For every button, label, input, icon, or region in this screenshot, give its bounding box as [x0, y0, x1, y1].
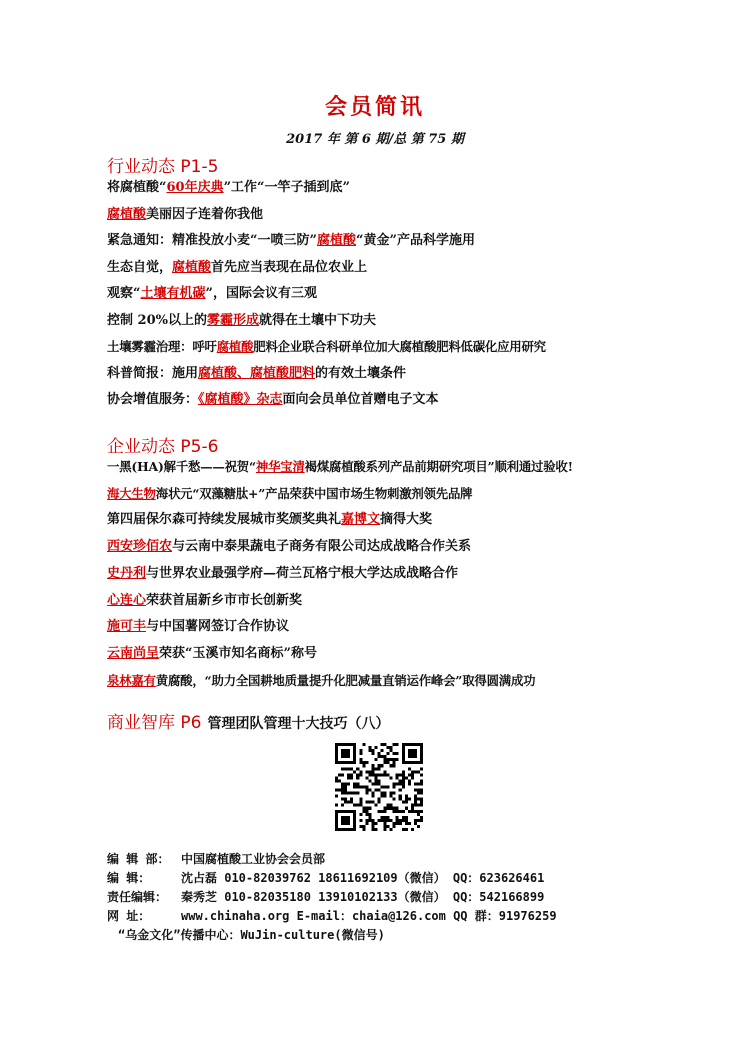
line-text: 黄腐酸，“助力全国耕地质量提升化肥减量直销运作峰会”取得圆满成功 — [155, 672, 536, 688]
line-text: 与世界农业最强学府—荷兰瓦格宁根大学达成战略合作 — [146, 565, 459, 581]
footer-chief-editor: 责任编辑： 秦秀芝 010-82035180 13910102133（微信） QQ：542166899 — [107, 890, 545, 904]
industry-items-line — [107, 390, 439, 410]
footer-editor: 编 辑： 沈占磊 010-82039762 18611692109（微信） QQ：623626461 — [107, 871, 545, 885]
qr-code-icon — [335, 743, 423, 831]
line-text: 与中国薯网签订合作协议 — [146, 619, 290, 635]
industry-items-line — [107, 231, 475, 251]
enterprise-items-line — [107, 484, 472, 504]
business-subtitle: 管理团队管理十大技巧（八） — [207, 716, 390, 732]
enterprise-items-line — [107, 537, 471, 557]
industry-items-line — [107, 311, 376, 331]
line-text: 控制 20%以上的 — [107, 312, 207, 328]
line-text: 首先应当表现在品位农业上 — [211, 259, 368, 275]
industry-items-line — [107, 205, 263, 225]
footer-editorial: 编 辑 部： 中国腐植酸工业协会会员部 — [107, 852, 326, 866]
highlight-link[interactable]: 腐植酸 — [316, 233, 356, 248]
industry-items-line — [107, 364, 406, 384]
line-text: 一黑(HA)解千愁——祝贺“ — [107, 459, 256, 474]
footer-website: 网 址： www.chinaha.org E-mail：chaia@126.com QQ 群：91976259 — [107, 909, 557, 923]
highlight-link[interactable]: 云南尚呈 — [107, 645, 160, 661]
footer-wechat: “乌金文化”传播中心：WuJin-culture(微信号) — [118, 928, 385, 942]
line-text: ”工作“一竿子插到底” — [223, 180, 351, 195]
highlight-link[interactable]: 《腐植酸》杂志 — [198, 392, 283, 407]
line-text: 观察“ — [107, 286, 141, 301]
industry-items-line — [107, 284, 317, 304]
highlight-link[interactable]: 雾霾形成 — [206, 312, 259, 328]
section-business-heading: 商业智库 P6 管理团队管理十大技巧（八） — [107, 713, 390, 733]
line-text: 海状元“双藻糖肽+”产品荣获中国市场生物刺激剂领先品牌 — [155, 485, 473, 501]
line-text: 褐煤腐植酸系列产品前期研究项目”顺利通过验收! — [304, 459, 573, 474]
enterprise-items-line — [107, 671, 535, 691]
line-text: 肥料企业联合科研单位加大腐植酸肥料低碳化应用研究 — [253, 339, 546, 354]
highlight-link[interactable]: 心连心 — [107, 592, 147, 608]
line-text: 生态自觉， — [107, 259, 173, 275]
highlight-link[interactable]: 施可丰 — [107, 619, 147, 635]
enterprise-items-line — [107, 591, 302, 611]
line-text: 摘得大奖 — [380, 512, 433, 528]
line-text: ”，国际会议有三观 — [205, 286, 317, 301]
line-text: 第四届保尔森可持续发展城市奖颁奖典礼 — [107, 512, 342, 528]
line-text: 协会增值服务： — [107, 392, 199, 407]
industry-items-line — [107, 337, 546, 357]
page-title: 会员简讯 — [324, 94, 425, 120]
section-industry-heading: 行业动态 P1-5 — [107, 157, 219, 177]
highlight-link[interactable]: 60年庆典 — [166, 180, 224, 195]
enterprise-items-line — [107, 564, 458, 584]
industry-items-line — [107, 258, 367, 278]
line-text: 紧急通知：精准投放小麦“一喷三防” — [107, 233, 317, 248]
section-enterprise-heading: 企业动态 P5-6 — [107, 437, 219, 457]
highlight-link[interactable]: 泉林嘉有 — [107, 672, 156, 688]
highlight-link[interactable]: 腐植酸 — [172, 259, 212, 275]
highlight-link[interactable]: 腐植酸、腐植酸肥料 — [198, 365, 316, 381]
enterprise-items-line — [107, 617, 289, 637]
line-text: “黄金”产品科学施用 — [355, 233, 475, 248]
line-text: 与云南中泰果蔬电子商务有限公司达成战略合作关系 — [172, 539, 472, 555]
enterprise-items-line — [107, 644, 317, 664]
industry-items-line — [107, 178, 350, 198]
enterprise-items-line — [107, 457, 573, 477]
highlight-link[interactable]: 腐植酸 — [216, 339, 254, 354]
line-text: 美丽因子连着你我他 — [146, 206, 264, 222]
line-text: 就得在土壤中下功夫 — [259, 312, 377, 328]
highlight-link[interactable]: 神华宝清 — [255, 459, 305, 474]
enterprise-items-line — [107, 510, 432, 530]
highlight-link[interactable]: 海大生物 — [107, 485, 156, 501]
line-text: 荣获首届新乡市市长创新奖 — [146, 592, 303, 608]
highlight-link[interactable]: 腐植酸 — [107, 206, 147, 222]
line-text: 科普简报：施用 — [107, 365, 199, 381]
line-text: 土壤雾霾治理：呼吁 — [107, 339, 217, 354]
line-text: 荣获“玉溪市知名商标”称号 — [159, 645, 317, 661]
highlight-link[interactable]: 土壤有机碳 — [140, 286, 206, 301]
issue-number: 2017 年 第 6 期/总 第 75 期 — [286, 132, 464, 147]
line-text: 面向会员单位首赠电子文本 — [282, 392, 439, 407]
line-text: 将腐植酸“ — [107, 180, 167, 195]
line-text: 的有效土壤条件 — [315, 365, 407, 381]
highlight-link[interactable]: 史丹利 — [107, 565, 147, 581]
highlight-link[interactable]: 嘉博文 — [341, 512, 381, 528]
highlight-link[interactable]: 西安珍佰农 — [107, 539, 173, 555]
